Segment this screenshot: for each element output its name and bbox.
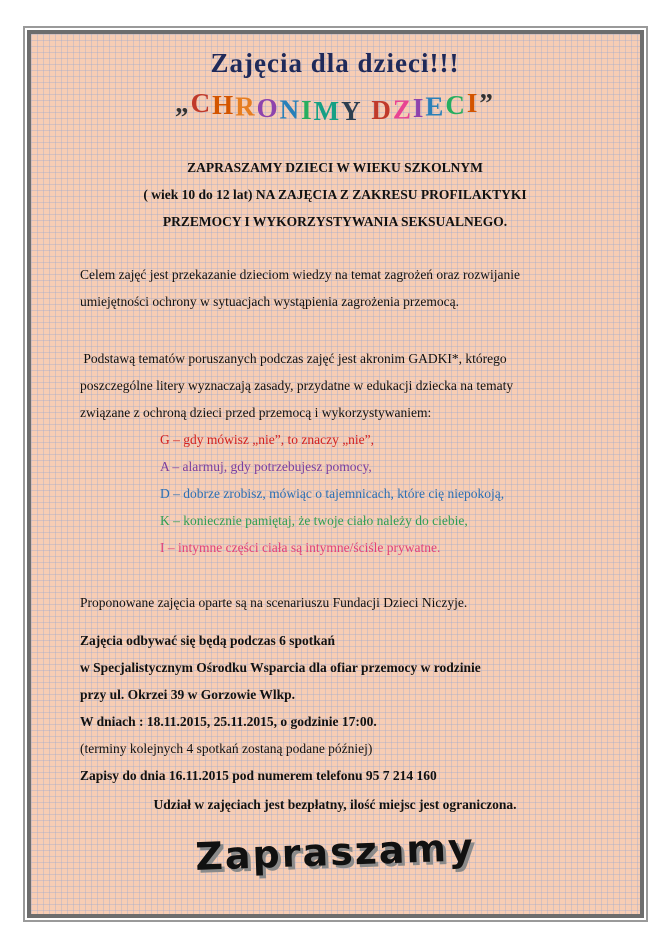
slogan — [0, 88, 670, 126]
gadki-intro-line-1: Podstawą tematów poruszanych podczas zajęć jest akronim GADKI*, którego — [80, 351, 507, 366]
gadki-rule-g: G – gdy mówisz „nie”, to znaczy „nie”, — [160, 432, 375, 447]
free-participation-note: Udział w zajęciach jest bezpłatny, ilość miejsc jest ograniczona. — [153, 797, 517, 812]
gadki-rule-a: A – alarmuj, gdy potrzebujesz pomocy, — [160, 459, 372, 474]
slogan-letter: I — [466, 88, 480, 118]
slogan-quote-close: ” — [479, 88, 495, 118]
slogan-letters — [190, 88, 480, 126]
slogan-letter — [363, 96, 372, 127]
slogan-letter: M — [313, 95, 342, 126]
detail-line-6: Zapisy do dnia 16.11.2015 pod numerem telefonu 95 7 214 160 — [80, 768, 437, 783]
slogan-letter: I — [412, 93, 426, 123]
slogan-letter: C — [445, 89, 467, 120]
detail-line-3: przy ul. Okrzei 39 w Gorzowie Wlkp. — [80, 687, 295, 702]
heading-line-2: ( wiek 10 do 12 lat) NA ZAJĘCIA Z ZAKRESU PROFILAKTYKI — [143, 187, 527, 202]
detail-line-5: (terminy kolejnych 4 spotkań zostaną podane później) — [80, 741, 373, 756]
detail-line-2: w Specjalistycznym Ośrodku Wsparcia dla ofiar przemocy w rodzinie — [80, 660, 481, 675]
gadki-rule-i: I – intymne części ciała są intymne/ściśle prywatne. — [160, 540, 441, 555]
gadki-rule-d: D – dobrze zrobisz, mówiąc o tajemnicach, które cię niepokoją, — [160, 486, 505, 501]
intro-line-1: Celem zajęć jest przekazanie dzieciom wiedzy na temat zagrożeń oraz rozwijanie — [80, 267, 521, 282]
slogan-letter: O — [256, 93, 280, 123]
slogan-letter: H — [212, 89, 236, 120]
detail-line-4: W dniach : 18.11.2015, 25.11.2015, o godzinie 17:00. — [80, 714, 377, 729]
scenario-note: Proponowane zajęcia oparte są na scenariuszu Fundacji Dzieci Niczyje. — [80, 595, 468, 610]
slogan-letter: D — [371, 95, 393, 126]
slogan-letter: R — [235, 91, 257, 122]
slogan-letter: I — [301, 95, 314, 126]
intro-line-2: umiejętności ochrony w sytuacjach wystąpienia zagrożenia przemocą. — [80, 294, 459, 309]
heading-line-1: ZAPRASZAMY DZIECI W WIEKU SZKOLNYM — [187, 160, 483, 175]
detail-line-1: Zajęcia odbywać się będą podczas 6 spotkań — [80, 633, 336, 648]
slogan-letter: N — [279, 94, 302, 125]
gadki-rule-k: K – koniecznie pamiętaj, że twoje ciało należy do ciebie, — [160, 513, 468, 528]
slogan-letter: Z — [392, 94, 413, 125]
gadki-intro-line-3: związane z ochroną dzieci przed przemocą i wykorzystywaniem: — [80, 405, 432, 420]
slogan-letter: Y — [341, 96, 363, 126]
slogan-quote-open: „ — [175, 88, 191, 118]
slogan-letter: C — [190, 88, 213, 118]
closing-invitation: Zapraszamy — [194, 825, 476, 879]
slogan-letter: E — [425, 91, 446, 122]
heading-line-3: PRZEMOCY I WYKORZYSTYWANIA SEKSUALNEGO. — [162, 214, 508, 229]
gadki-intro-line-2: poszczególne litery wyznaczają zasady, przydatne w edukacji dziecka na tematy — [80, 378, 514, 393]
poster-title: Zajęcia dla dzieci!!! — [210, 48, 460, 78]
